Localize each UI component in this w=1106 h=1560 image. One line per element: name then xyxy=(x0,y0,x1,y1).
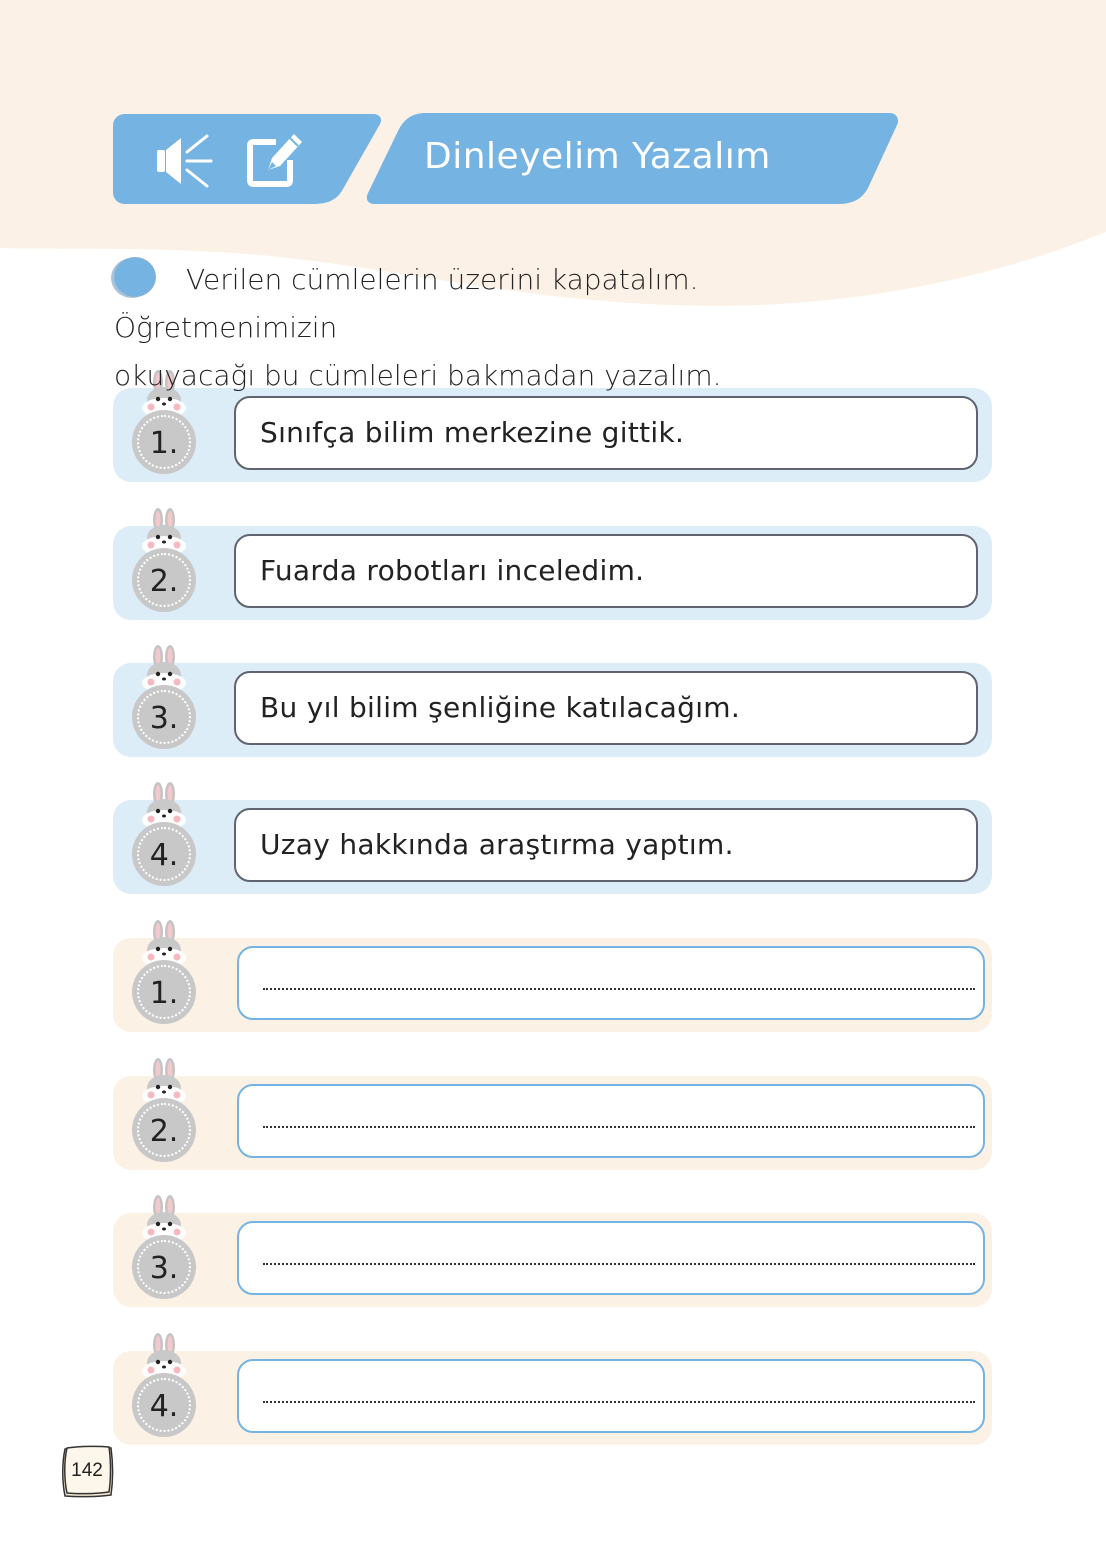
sentence-box xyxy=(234,671,978,745)
number-badge xyxy=(130,1333,198,1443)
answer-row-3 xyxy=(113,1213,992,1307)
item-number: 3. xyxy=(149,1251,179,1286)
item-number: 1. xyxy=(149,976,179,1011)
page-title: Dinleyelim Yazalım xyxy=(424,136,771,177)
item-number: 3. xyxy=(149,701,179,736)
sentence-text: Sınıfça bilim merkezine gittik. xyxy=(260,416,685,449)
page-number: 142 xyxy=(71,1460,103,1481)
answer-field[interactable] xyxy=(237,1084,985,1158)
given-sentence-row-4 xyxy=(113,800,992,894)
sentence-box xyxy=(234,534,978,608)
dotted-writing-line xyxy=(263,988,975,990)
number-badge xyxy=(130,1058,198,1168)
item-number: 4. xyxy=(149,838,179,873)
dotted-writing-line xyxy=(263,1126,975,1128)
item-number: 2. xyxy=(149,1114,179,1149)
answer-row-1 xyxy=(113,938,992,1032)
speaker-icon xyxy=(155,130,215,190)
sentence-box xyxy=(234,396,978,470)
answer-field[interactable] xyxy=(237,1359,985,1433)
sentence-text: Fuarda robotları inceledim. xyxy=(260,554,645,587)
answer-row-4 xyxy=(113,1351,992,1445)
instruction-text xyxy=(114,256,914,400)
given-sentence-row-1 xyxy=(113,388,992,482)
number-badge xyxy=(130,920,198,1030)
number-badge xyxy=(130,1195,198,1305)
given-sentence-row-3 xyxy=(113,663,992,757)
answer-field[interactable] xyxy=(237,1221,985,1295)
instruction-line-2: okuyacağı bu cümleleri bakmadan yazalım. xyxy=(114,359,722,392)
number-badge xyxy=(130,782,198,892)
sentence-text: Bu yıl bilim şenliğine katılacağım. xyxy=(260,691,741,724)
instruction-line-1: Verilen cümlelerin üzerini kapatalım. Öğretmenimizin xyxy=(114,263,699,344)
dotted-writing-line xyxy=(263,1401,975,1403)
number-badge xyxy=(130,508,198,618)
dotted-writing-line xyxy=(263,1263,975,1265)
item-number: 4. xyxy=(149,1389,179,1424)
item-number: 2. xyxy=(149,564,179,599)
page-number-badge xyxy=(59,1445,115,1499)
number-badge xyxy=(130,645,198,755)
sentence-text: Uzay hakkında araştırma yaptım. xyxy=(260,828,734,861)
answer-row-2 xyxy=(113,1076,992,1170)
answer-field[interactable] xyxy=(237,946,985,1020)
sentence-box xyxy=(234,808,978,882)
given-sentence-row-2 xyxy=(113,526,992,620)
edit-icon xyxy=(246,128,304,188)
item-number: 1. xyxy=(149,426,179,461)
